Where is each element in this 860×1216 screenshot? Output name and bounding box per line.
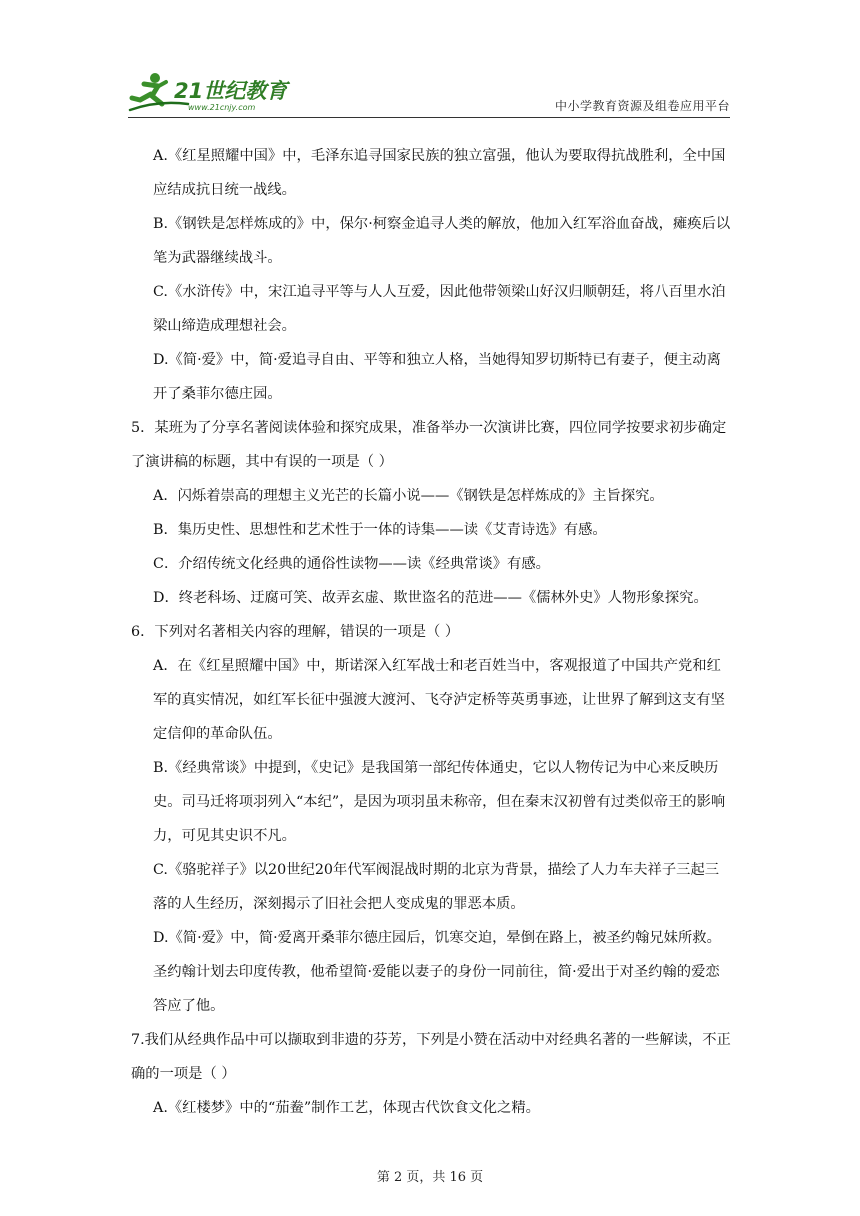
header-divider xyxy=(128,117,730,118)
answer-option: A.《红楼梦》中的“茄鲞”制作工艺，体现古代饮食文化之精。 xyxy=(153,1100,540,1116)
answer-option: D.《简·爱》中，简·爱追寻自由、平等和独立人格，当她得知罗切斯特已有妻子，便主动离开了桑菲尔德庄园。 xyxy=(153,352,721,402)
answer-option: B.《钢铁是怎样炼成的》中，保尔·柯察金追寻人类的解放，他加入红军浴血奋战，瘫痪后以笔为武器继续战斗。 xyxy=(153,216,731,266)
page-header xyxy=(128,66,730,118)
question-stem: 6．下列对名著相关内容的理解，错误的一项是（ ） xyxy=(131,624,460,640)
answer-option: D.《简·爱》中，简·爱离开桑菲尔德庄园后，饥寒交迫，晕倒在路上，被圣约翰兄妹所救。圣约翰计划去印度传教，他希望简·爱能以妻子的身份一同前往，简·爱出于对圣约翰的爱恋答应了他。 xyxy=(153,930,721,1014)
document-body xyxy=(131,139,731,1125)
question-stem: 7.我们从经典作品中可以撷取到非遗的芬芳，下列是小赞在活动中对经典名著的一些解读，不正确的一项是（ ） xyxy=(131,1032,731,1082)
answer-option: B.《经典常谈》中提到，《史记》是我国第一部纪传体通史，它以人物传记为中心来反映历史。司马迁将项羽列入“本纪”，是因为项羽虽未称帝，但在秦末汉初曾有过类似帝王的影响力，可见其史识不凡。 xyxy=(153,760,726,844)
answer-option: D．终老科场、迂腐可笑、故弄玄虚、欺世盗名的范进——《儒林外史》人物形象探究。 xyxy=(153,590,708,606)
answer-option: A.《红星照耀中国》中，毛泽东追寻国家民族的独立富强，他认为要取得抗战胜利，全中国应结成抗日统一战线。 xyxy=(153,148,726,198)
svg-text:21世纪教育: 21世纪教育 xyxy=(174,79,288,103)
platform-name: 中小学教育资源及组卷应用平台 xyxy=(554,99,730,113)
logo-21cnjy xyxy=(128,70,298,114)
page-number: 第 2 页，共 16 页 xyxy=(376,1170,484,1185)
answer-option: C.《骆驼祥子》以20世纪20年代军阀混战时期的北京为背景，描绘了人力车夫祥子三起三落的人生经历，深刻揭示了旧社会把人变成鬼的罪恶本质。 xyxy=(153,862,720,912)
question-stem: 5．某班为了分享名著阅读体验和探究成果，准备举办一次演讲比赛，四位同学按要求初步确定了演讲稿的标题，其中有误的一项是（ ） xyxy=(131,420,727,470)
svg-text:www.21cnjy.com: www.21cnjy.com xyxy=(188,103,256,112)
answer-option: B．集历史性、思想性和艺术性于一体的诗集——读《艾青诗选》有感。 xyxy=(153,522,607,538)
answer-option: C.《水浒传》中，宋江追寻平等与人人互爱，因此他带领梁山好汉归顺朝廷，将八百里水泊梁山缔造成理想社会。 xyxy=(153,284,726,334)
answer-option: C．介绍传统文化经典的通俗性读物——读《经典常谈》有感。 xyxy=(153,556,550,572)
answer-option: A．在《红星照耀中国》中，斯诺深入红军战士和老百姓当中，客观报道了中国共产党和红军的真实情况，如红军长征中强渡大渡河、飞夺泸定桥等英勇事迹，让世界了解到这支有坚定信仰的革命队伍。 xyxy=(153,658,725,742)
answer-option: A．闪烁着崇高的理想主义光芒的长篇小说——《钢铁是怎样炼成的》主旨探究。 xyxy=(153,488,664,504)
